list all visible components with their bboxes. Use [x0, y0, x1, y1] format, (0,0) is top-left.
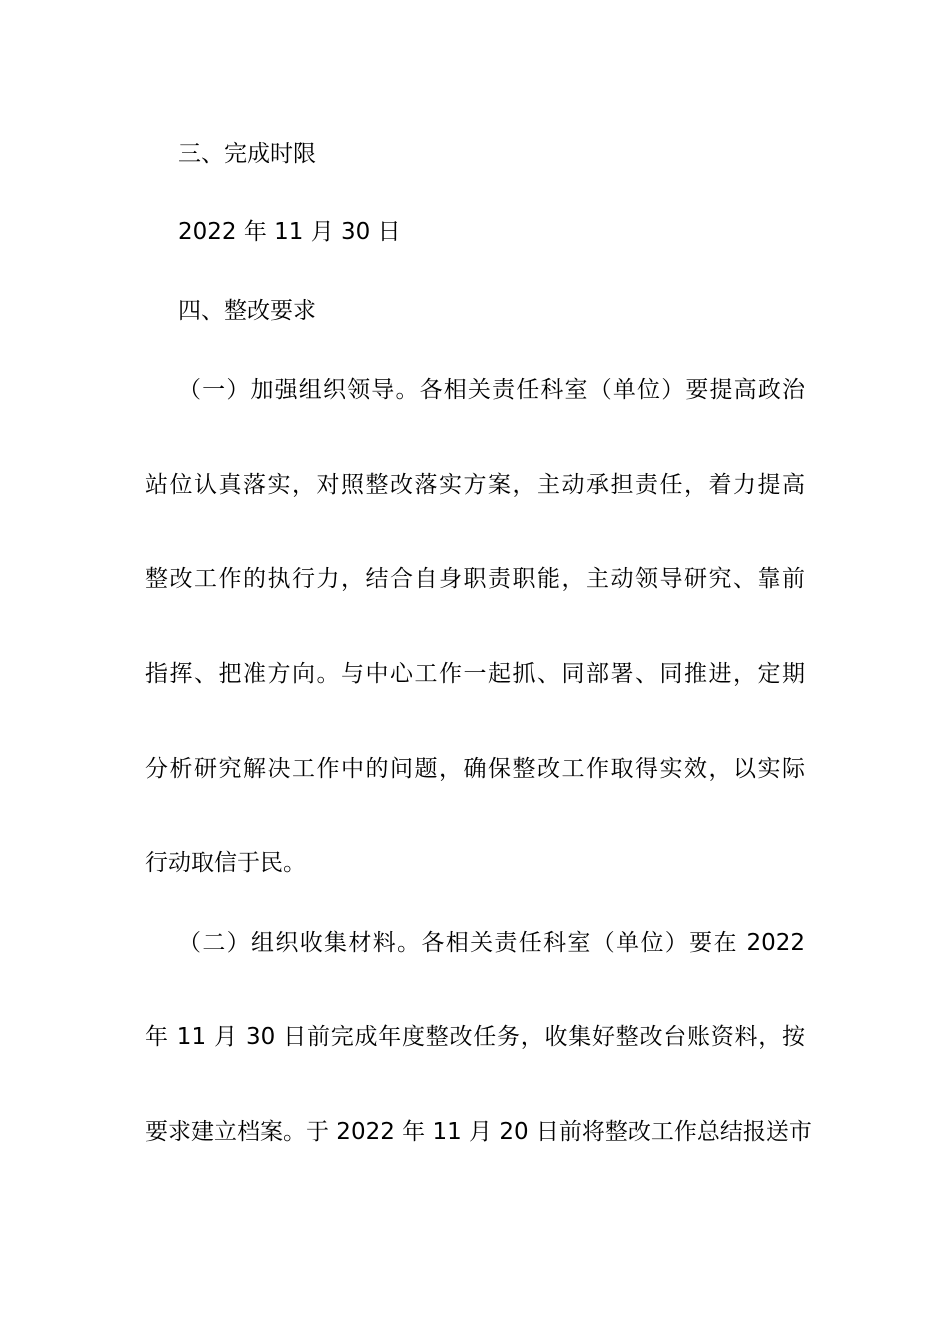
deadline-date: 2022 年 11 月 30 日	[178, 219, 401, 245]
paragraph-line: 整改工作的执行力，结合自身职责职能，主动领导研究、靠前	[145, 566, 805, 592]
paragraph-line: 站位认真落实，对照整改落实方案，主动承担责任，着力提高	[145, 472, 805, 498]
section-heading-deadline: 三、完成时限	[178, 141, 316, 167]
paragraph-line: 年 11 月 30 日前完成年度整改任务，收集好整改台账资料，按	[145, 1024, 805, 1050]
section-heading-requirements: 四、整改要求	[178, 298, 316, 324]
paragraph-line: 要求建立档案。于 2022 年 11 月 20 日前将整改工作总结报送市	[145, 1119, 812, 1145]
paragraph-line: （一）加强组织领导。各相关责任科室（单位）要提高政治	[178, 377, 805, 403]
paragraph-line: （二）组织收集材料。各相关责任科室（单位）要在 2022	[178, 930, 805, 956]
paragraph-line: 指挥、把准方向。与中心工作一起抓、同部署、同推进，定期	[145, 661, 805, 687]
paragraph-line: 分析研究解决工作中的问题，确保整改工作取得实效，以实际	[145, 756, 805, 782]
paragraph-line: 行动取信于民。	[145, 850, 306, 876]
